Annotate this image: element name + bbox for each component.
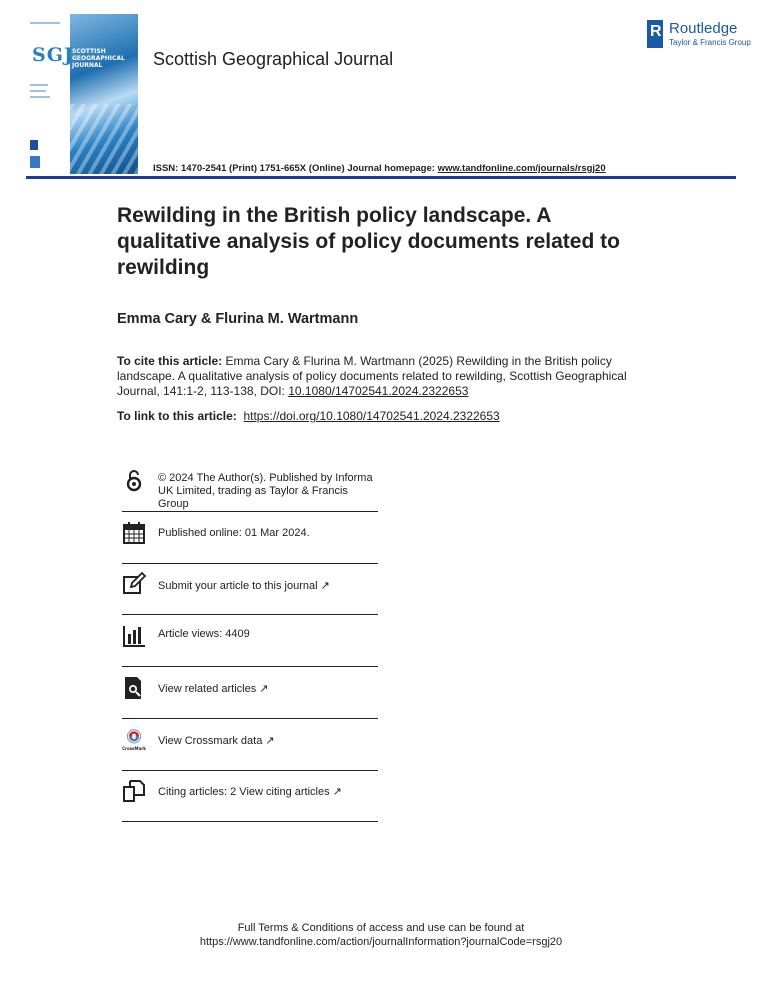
external-link-icon: ↗ [259,683,269,695]
journal-title: Scottish Geographical Journal [153,49,394,69]
article-doi-url[interactable]: https://doi.org/10.1080/14702541.2024.2322653 [243,409,500,423]
submit-article-link[interactable]: Submit your article to this journal ↗ [158,580,330,592]
journal-cover-image [26,14,138,174]
search-document-icon [122,676,146,700]
article-link-line: To link to this article: https://doi.org/10.1080/14702541.2024.2322653 [117,409,500,423]
citing-articles-icon [122,779,146,803]
external-link-icon: ↗ [320,580,330,592]
footer-terms [0,921,762,949]
cover-abbr: SGJ [32,44,74,66]
cover-oa-logo [30,156,40,168]
bar-chart-icon [122,624,146,648]
routledge-mark-icon: R [647,20,663,48]
article-authors: Emma Cary & Flurina M. Wartmann [117,311,359,327]
crossmark-badge-text: CrossMark [122,746,146,751]
header-rule [26,176,736,179]
crossmark-icon [122,728,146,752]
article-title: Rewilding in the British policy landscape. A qualitative analysis of policy documents related to rewilding [117,204,620,279]
crossmark-link[interactable]: View Crossmark data ↗ [158,735,275,747]
external-link-icon: ↗ [332,786,342,798]
edit-icon [122,572,146,596]
info-open-access: © 2024 The Author(s). Published by Informa UK Limited, trading as Taylor & Francis Group [122,469,378,517]
journal-homepage-link[interactable]: www.tandfonline.com/journals/rsgj20 [437,163,606,174]
doi-link[interactable]: 10.1080/14702541.2024.2322653 [288,384,469,398]
citing-articles-link[interactable]: Citing articles: 2 View citing articles ↗ [158,786,342,798]
cover-publisher-logo [30,140,38,150]
publisher-name: Routledge [669,20,738,37]
related-articles-link[interactable]: View related articles ↗ [158,683,269,695]
calendar-icon [122,521,146,545]
external-link-icon: ↗ [265,735,275,747]
open-access-icon [122,469,146,493]
footer-line1: Full Terms & Conditions of access and use can be found at [237,922,525,934]
footer-terms-link[interactable]: https://www.tandfonline.com/action/journalInformation?journalCode=rsgj20 [199,936,563,948]
issn-line: ISSN: 1470-2541 (Print) 1751-665X (Online) Journal homepage: www.tandfonline.com/journals/rsgj20 [153,163,606,174]
publisher-sub: Taylor & Francis Group [669,38,751,47]
citation: To cite this article: Emma Cary & Flurina M. Wartmann (2025) Rewilding in the British policy landscape. A qualitative analysis of policy documents related to rewilding, Scottish Geographical Journal, 141:1-2, 113-138, DOI: 10.1080/14702541.2024.2322653 [117,354,627,398]
cover-title: SCOTTISH GEOGRAPHICAL JOURNAL [72,48,125,69]
